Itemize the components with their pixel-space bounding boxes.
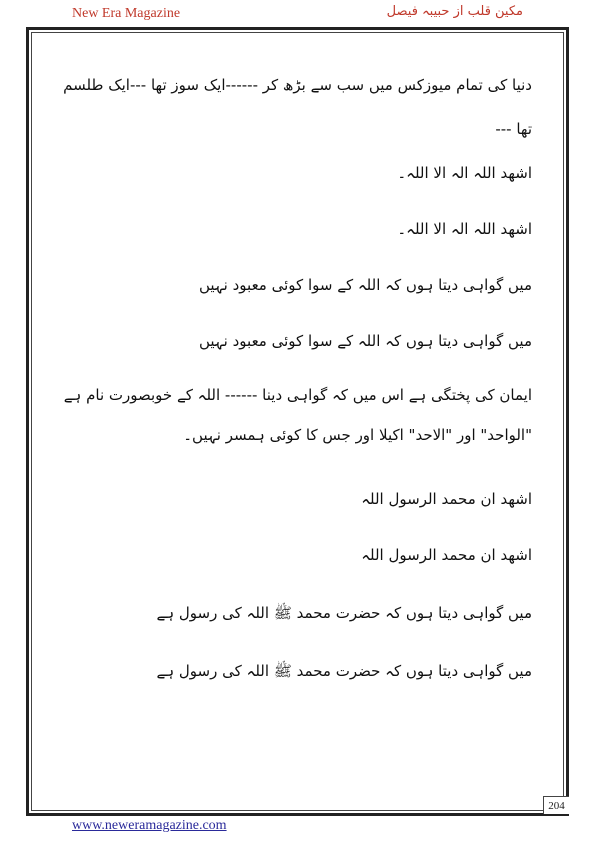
page-number: 204	[543, 796, 569, 814]
magazine-name: New Era Magazine	[72, 6, 181, 21]
article-body	[60, 74, 532, 690]
paragraph-line: میں گواہی دیتا ہوں کہ حضرت محمد ﷺ اللہ کی رسول ہے	[156, 604, 532, 622]
paragraph-line: اشھد ان محمد الرسول اللہ	[361, 546, 532, 564]
paragraph-line: ایمان کی پختگی ہے اس میں کہ گواہی دینا ------ اللہ کے خوبصورت نام ہے	[63, 386, 532, 404]
story-title: مکین قلب از حبیبہ فیصل	[386, 4, 523, 19]
paragraph-line: اشھد ان محمد الرسول اللہ	[361, 490, 532, 508]
paragraph-line: اشھد اللہ الہ الا اللہ۔	[397, 220, 532, 238]
paragraph-line: دنیا کی تمام میوزکس میں سب سے بڑھ کر ------ایک سوز تھا ---ایک طلسم	[63, 76, 532, 94]
paragraph-line: میں گواہی دیتا ہوں کہ اللہ کے سوا کوئی معبود نہیں	[198, 332, 532, 350]
paragraph-line: اشھد اللہ الہ الا اللہ۔	[397, 164, 532, 182]
paragraph-line: تھا ---	[495, 120, 532, 138]
paragraph-line: "الواحد" اور "الاحد" اکیلا اور جس کا کوئی ہمسر نہیں۔	[183, 426, 532, 444]
website-link[interactable]: www.neweramagazine.com	[72, 818, 227, 833]
paragraph-line: میں گواہی دیتا ہوں کہ اللہ کے سوا کوئی معبود نہیں	[198, 276, 532, 294]
paragraph-line: میں گواہی دیتا ہوں کہ حضرت محمد ﷺ اللہ کی رسول ہے	[156, 662, 532, 680]
